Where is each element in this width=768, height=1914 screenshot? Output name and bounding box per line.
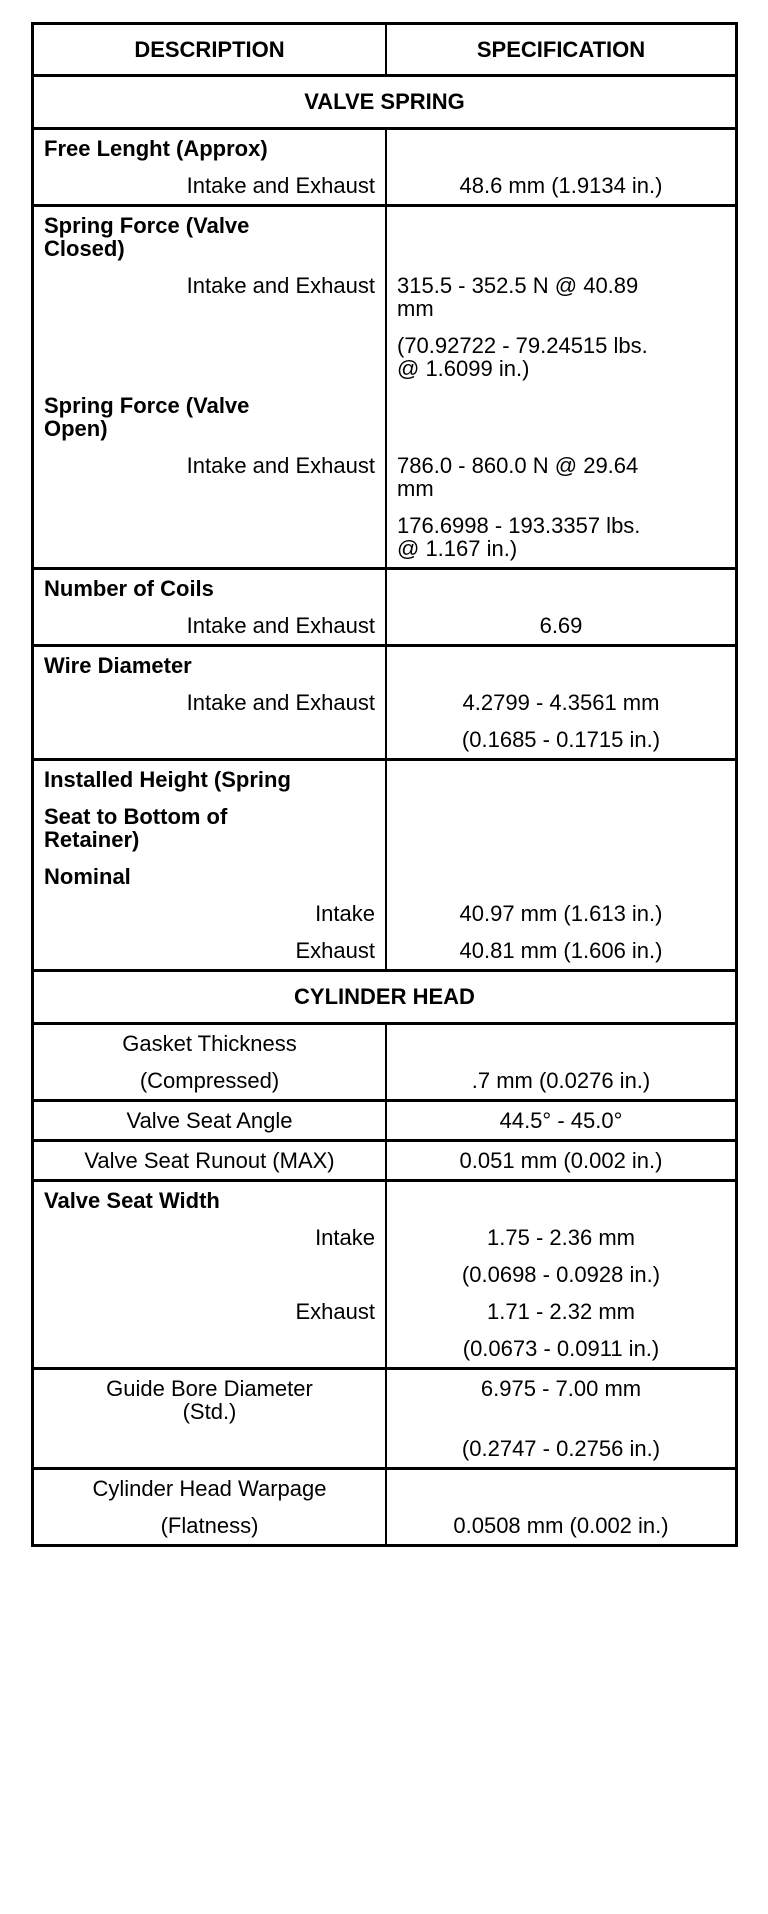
table-header <box>34 25 735 74</box>
description-cell: Valve Seat Angle <box>34 1102 387 1139</box>
specification-cell <box>387 647 735 684</box>
specification-cell <box>387 570 735 607</box>
specification-cell <box>387 761 735 798</box>
specification-cell: 1.71 - 2.32 mm <box>487 1299 635 1324</box>
description-cell: Spring Force (Valve Closed) <box>34 207 387 267</box>
specification-cell <box>387 130 735 167</box>
description-cell: Exhaust <box>34 932 387 969</box>
spec-block <box>34 1467 735 1544</box>
description-cell: Spring Force (Valve Open) <box>34 387 387 447</box>
description-cell: Intake <box>34 1219 387 1256</box>
description-cell: Free Lenght (Approx) <box>34 130 387 167</box>
description-cell: (Flatness) <box>34 1507 387 1544</box>
spec-table <box>31 22 738 1547</box>
description-cell: Intake and Exhaust <box>34 267 387 327</box>
description-cell: Intake and Exhaust <box>34 447 387 507</box>
description-cell <box>34 1330 387 1367</box>
spec-block <box>34 1179 735 1367</box>
specification-cell: 1.75 - 2.36 mm <box>487 1225 635 1250</box>
specification-cell <box>387 858 735 895</box>
specification-cell: 4.2799 - 4.3561 mm <box>462 690 660 715</box>
specification-cell: 0.0508 mm (0.002 in.) <box>453 1513 669 1538</box>
spec-block <box>34 1139 735 1179</box>
specification-cell: .7 mm (0.0276 in.) <box>471 1068 651 1093</box>
specification-cell <box>387 1470 735 1507</box>
specification-cell: (0.0673 - 0.0911 in.) <box>462 1336 660 1361</box>
header-specification: SPECIFICATION <box>476 37 646 62</box>
specification-cell <box>387 1025 735 1062</box>
specification-cell: (0.0698 - 0.0928 in.) <box>461 1262 661 1287</box>
specification-cell: 44.5° - 45.0° <box>499 1108 623 1133</box>
spec-block <box>34 1022 735 1099</box>
description-cell <box>34 1256 387 1293</box>
spec-block <box>34 644 735 758</box>
spec-block <box>34 1367 735 1467</box>
description-cell <box>34 1430 387 1467</box>
description-cell <box>34 721 387 758</box>
description-cell: Intake and Exhaust <box>34 167 387 204</box>
description-cell: Valve Seat Runout (MAX) <box>34 1142 387 1179</box>
specification-cell: 40.97 mm (1.613 in.) <box>459 901 663 926</box>
specification-cell: (0.1685 - 0.1715 in.) <box>461 727 661 752</box>
specification-cell: 6.69 <box>539 613 583 638</box>
description-cell <box>34 507 387 567</box>
specification-cell: 786.0 - 860.0 N @ 29.64 mm <box>397 453 639 501</box>
spec-block <box>34 204 735 567</box>
specification-cell: 48.6 mm (1.9134 in.) <box>459 173 663 198</box>
spec-block <box>34 758 735 969</box>
specification-cell <box>387 798 735 858</box>
specification-cell: 176.6998 - 193.3357 lbs. @ 1.167 in.) <box>397 513 641 561</box>
specification-cell: 40.81 mm (1.606 in.) <box>459 938 663 963</box>
description-cell: Nominal <box>34 858 387 895</box>
specification-cell <box>387 387 735 447</box>
description-cell: Installed Height (Spring <box>34 761 387 798</box>
description-cell: Seat to Bottom of Retainer) <box>34 798 387 858</box>
description-cell: Wire Diameter <box>34 647 387 684</box>
header-description: DESCRIPTION <box>34 25 387 74</box>
description-cell: Gasket Thickness <box>34 1025 387 1062</box>
specification-cell: 6.975 - 7.00 mm <box>480 1376 642 1401</box>
specification-cell: (70.92722 - 79.24515 lbs. @ 1.6099 in.) <box>397 333 648 381</box>
specification-cell <box>387 1182 735 1219</box>
description-cell: Number of Coils <box>34 570 387 607</box>
section-title: CYLINDER HEAD <box>34 969 735 1022</box>
specification-cell: 0.051 mm (0.002 in.) <box>459 1148 663 1173</box>
description-cell: Exhaust <box>34 1293 387 1330</box>
description-cell: Guide Bore Diameter (Std.) <box>34 1370 387 1430</box>
spec-block <box>34 567 735 644</box>
description-cell: Intake and Exhaust <box>34 607 387 644</box>
description-cell: Intake and Exhaust <box>34 684 387 721</box>
section-title: VALVE SPRING <box>34 74 735 127</box>
description-cell: Valve Seat Width <box>34 1182 387 1219</box>
description-cell: (Compressed) <box>34 1062 387 1099</box>
spec-block <box>34 1099 735 1139</box>
specification-cell: 315.5 - 352.5 N @ 40.89 mm <box>397 273 639 321</box>
description-cell: Cylinder Head Warpage <box>34 1470 387 1507</box>
description-cell: Intake <box>34 895 387 932</box>
description-cell <box>34 327 387 387</box>
specification-cell: (0.2747 - 0.2756 in.) <box>461 1436 661 1461</box>
spec-block <box>34 127 735 204</box>
specification-cell <box>387 207 735 267</box>
